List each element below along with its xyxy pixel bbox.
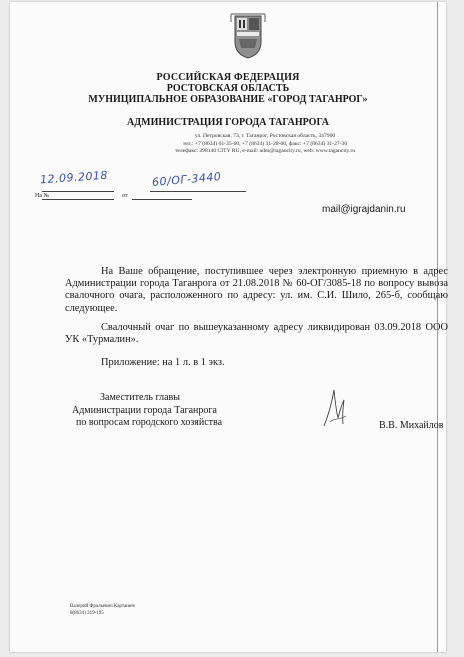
header-region: РОСТОВСКАЯ ОБЛАСТЬ [166, 83, 290, 94]
incoming-date-underline [132, 199, 192, 200]
handwritten-signature-icon [310, 382, 360, 432]
date-underline [42, 191, 114, 192]
addressee-email: mail@igrajdanin.ru [322, 204, 406, 215]
signatory-title-line-2: Администрации города Таганрога [72, 404, 217, 416]
number-underline [150, 191, 246, 192]
signatory-title-line-1: Заместитель главы [100, 392, 180, 403]
body-paragraph-2 [65, 322, 448, 346]
attachment-text: Приложение: на 1 л. в 1 экз. [101, 357, 225, 368]
header-municipality: МУНИЦИПАЛЬНОЕ ОБРАЗОВАНИЕ «ГОРОД ТАГАНРОГ» [88, 94, 368, 105]
handwritten-number: 60/ОГ-3440 [151, 169, 222, 190]
signatory-title [72, 392, 222, 430]
header-country: РОССИЙСКАЯ ФЕДЕРАЦИЯ [156, 72, 300, 83]
contacts-phones: тел.: +7 (8634) 61-35-60, +7 (8634) 31-28-00, факс: +7 (8634) 31-27-30 [182, 140, 348, 147]
body-attachment [65, 357, 448, 369]
executor-phone: 8(8634) 319-195 [70, 611, 104, 616]
incoming-number-underline [42, 199, 114, 200]
header-administration: АДМИНИСТРАЦИЯ ГОРОДА ТАГАНРОГА [127, 117, 329, 128]
body-paragraph-1-text: На Ваше обращение, поступившее через электронную приемную в адрес Администрации города Таганрога от 21.08.2018 № 60-ОГ/3085-18 по вопросу вывоза свалочного очага, расположенного по адресу: ул. им. С.И. Шило, 265-б, сообщаю следующее. [65, 266, 448, 314]
document-page [10, 2, 446, 652]
incoming-number-label: На № [35, 193, 50, 199]
executor-block [70, 603, 135, 617]
coat-of-arms-icon [229, 12, 267, 60]
body-paragraph-2-text: Свалочный очаг по вышеуказанному адресу ликвидирован 03.09.2018 ООО УК «Турмалин». [65, 322, 448, 346]
handwritten-date: 12.09.2018 [39, 168, 109, 187]
body-paragraph-1 [65, 266, 448, 315]
incoming-from-label: от [122, 193, 128, 199]
contacts-telegraph: телефакс: 298140 CITY RU, e-mail: adm@tagancity.ru, web: www.tagancity.ru [174, 148, 355, 155]
contacts-block [140, 133, 390, 156]
signatory-title-line-3: по вопросам городского хозяйства [76, 417, 223, 428]
executor-name: Валерий Фральевич Карташев [70, 604, 135, 609]
signatory-name: В.В. Михайлов [379, 420, 444, 431]
contacts-address: ул. Петровская, 73, г. Таганрог, Ростовская область, 347900 [194, 133, 336, 139]
